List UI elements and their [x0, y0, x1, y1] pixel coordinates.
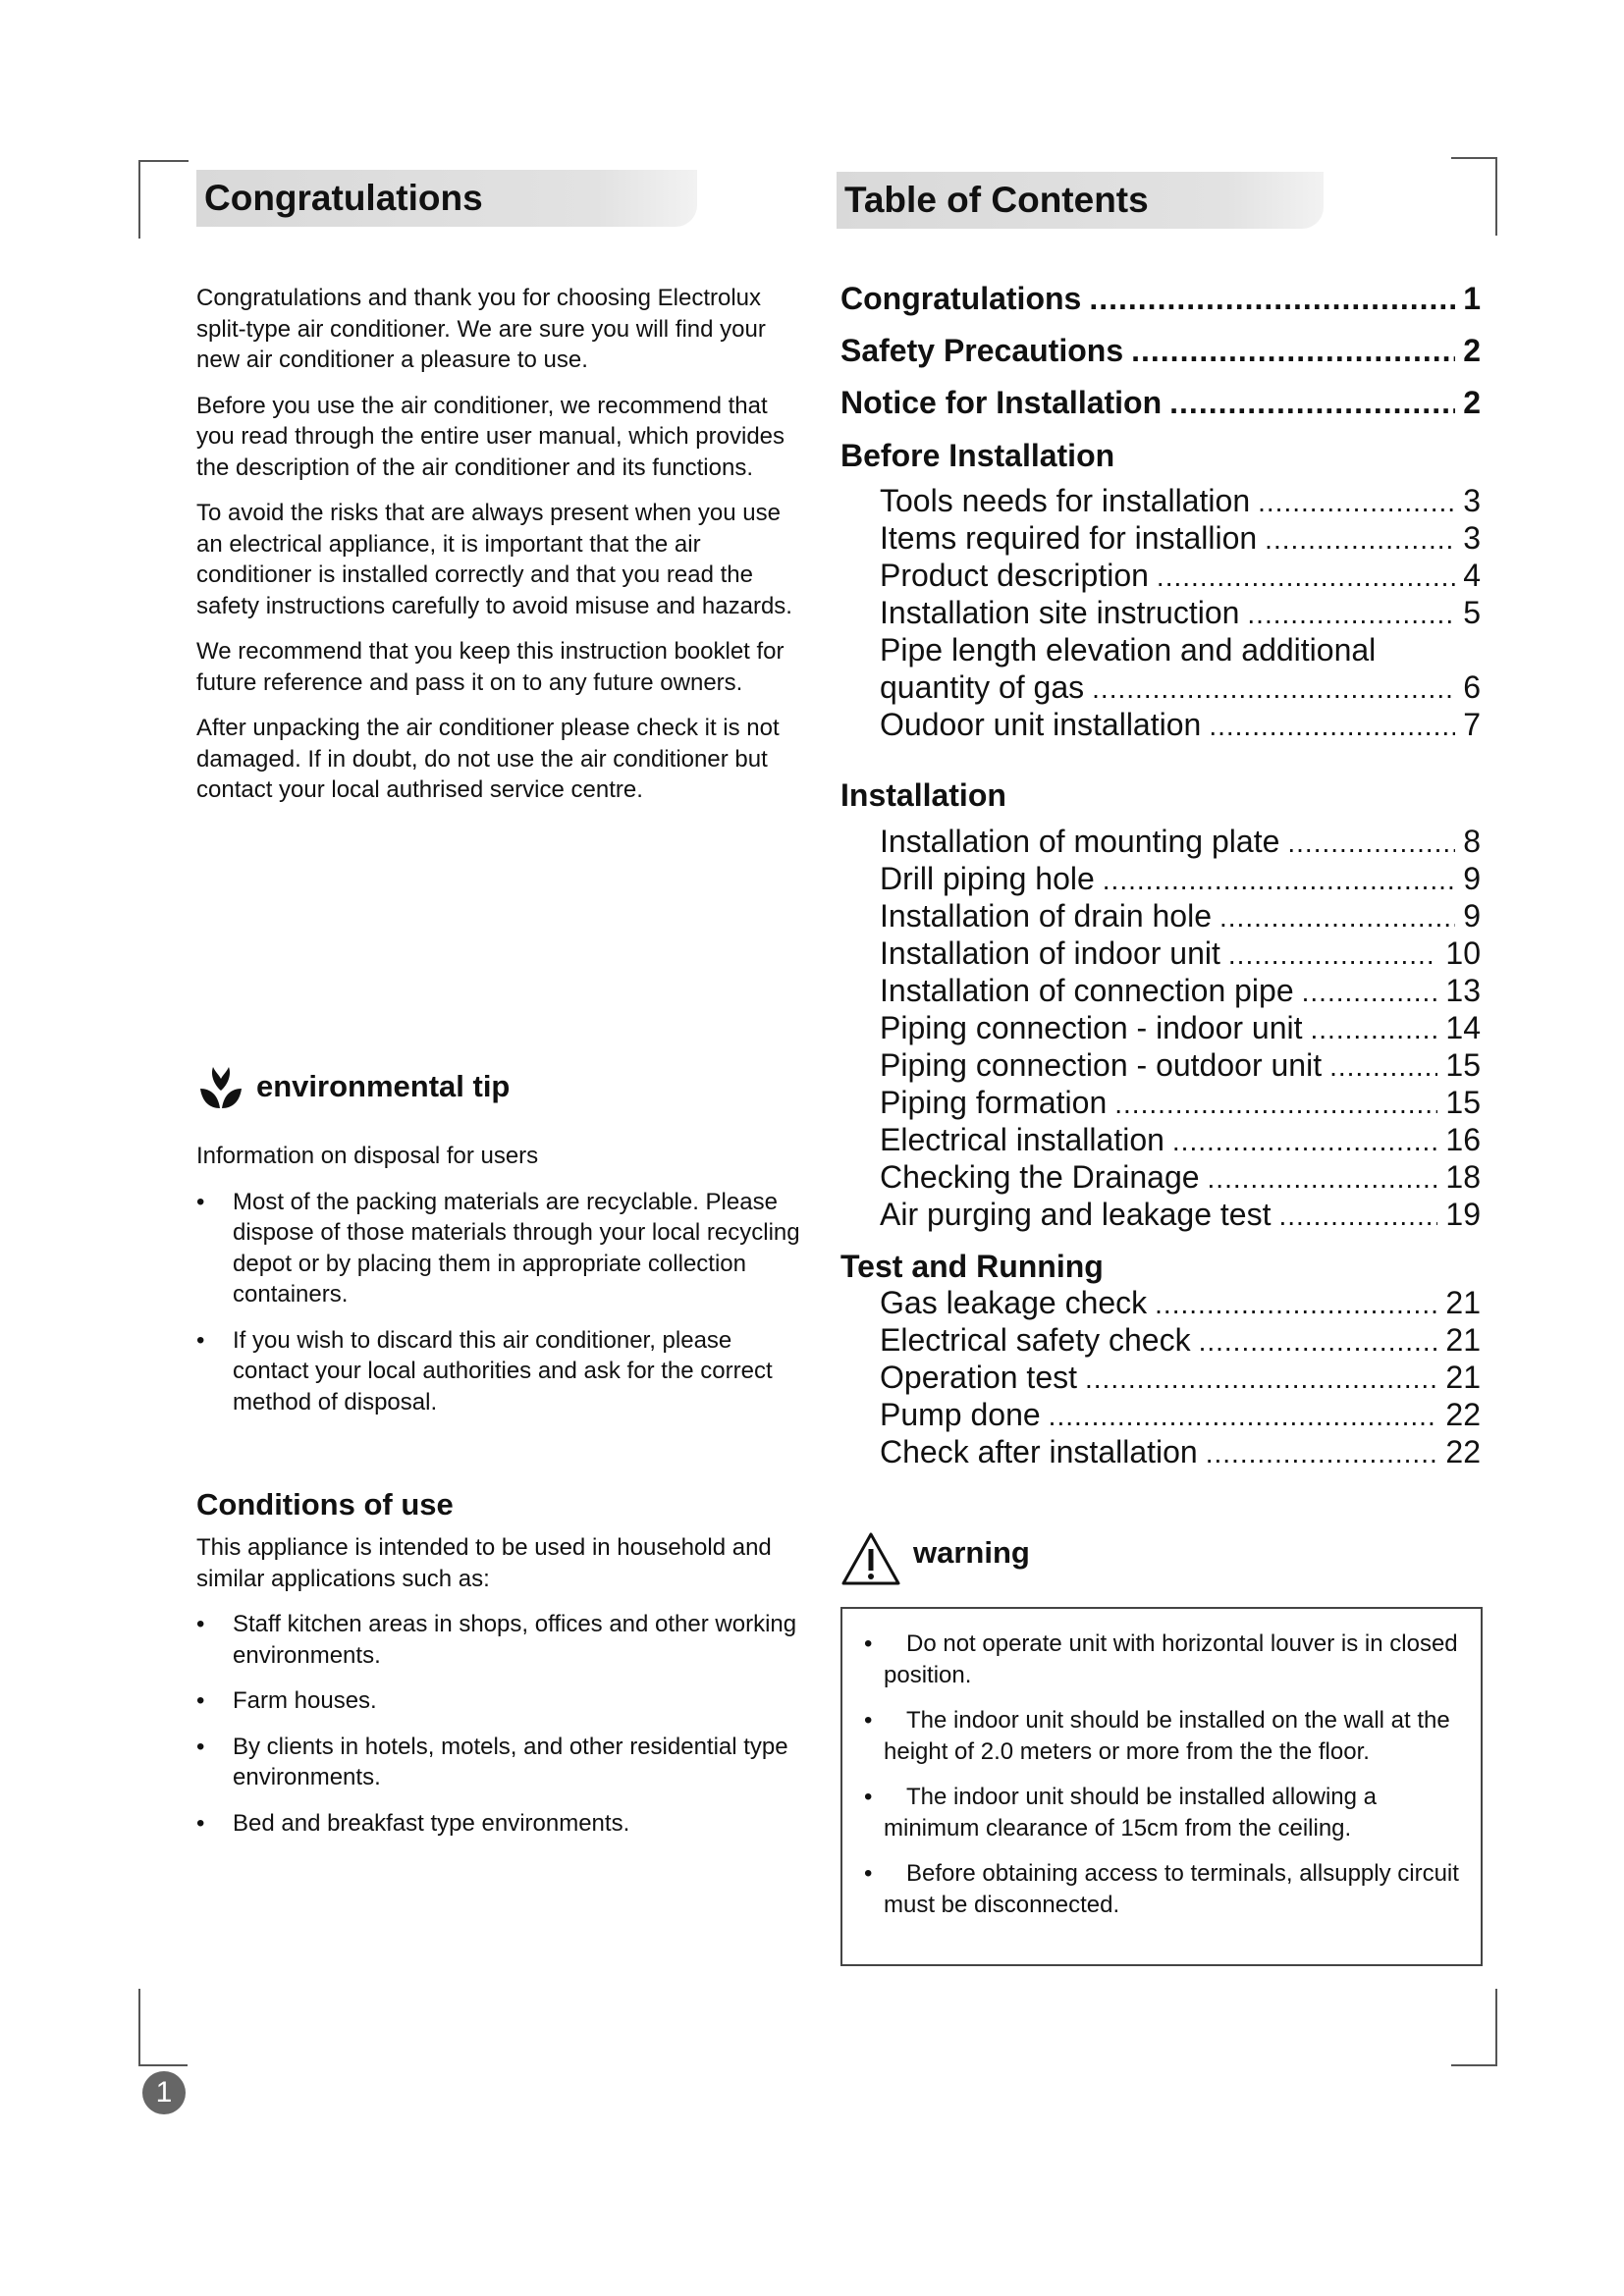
list-item: • If you wish to discard this air conditioner, please contact your local authorities and ask for the correct method of disposal.	[196, 1326, 773, 1415]
paragraph: To avoid the risks that are always present when you use an electrical appliance, it is important that the air conditioner is installed correctly and that you read the safety instructions carefully to avoid misuse and hazards.	[196, 500, 792, 619]
toc-entry[interactable]: Air purging and leakage test ..... 19	[840, 1196, 1481, 1233]
flower-icon	[196, 1065, 245, 1119]
toc-entry-safety-precautions[interactable]: Safety Precautions ..... 2	[840, 333, 1481, 385]
paragraph: We recommend that you keep this instruction booklet for future reference and pass it on to any future owners.	[196, 638, 785, 696]
toc-entry[interactable]: Electrical safety check ..... 21	[840, 1321, 1481, 1359]
toc-entry[interactable]: Gas leakage check ..... 21	[840, 1284, 1481, 1321]
paragraph: Before you use the air conditioner, we recommend that you read through the entire user manual, which provides the description of the air conditioner and its functions.	[196, 392, 785, 481]
toc-entry[interactable]: Product description ..... 4	[840, 557, 1481, 594]
toc-main-list	[840, 281, 1481, 437]
toc-heading-test-and-running: Test and Running	[840, 1249, 1104, 1284]
environmental-body	[196, 1141, 805, 1432]
list-item: • Most of the packing materials are recyclable. Please dispose of those materials through your local recycling depot or by placing them in appropriate collection containers.	[196, 1188, 800, 1308]
corner-mark-bottom-right	[1451, 1989, 1497, 2066]
toc-entry[interactable]: Pump done ..... 22	[840, 1396, 1481, 1433]
environmental-intro: Information on disposal for users	[196, 1143, 539, 1169]
toc-entry[interactable]: Installation site instruction ..... 5	[840, 594, 1481, 631]
congratulations-title: Congratulations	[196, 170, 697, 227]
toc-test-list	[840, 1284, 1481, 1470]
toc-title: Table of Contents	[837, 172, 1324, 229]
toc-entry[interactable]: Drill piping hole ..... 9	[840, 860, 1481, 897]
paragraph: Congratulations and thank you for choosing Electrolux split-type air conditioner. We are sure you will find your new air conditioner a pleasure to use.	[196, 285, 766, 373]
congratulations-body	[196, 283, 805, 821]
list-item: • The indoor unit should be installed on the wall at the height of 2.0 meters or more from the the floor.	[864, 1707, 1450, 1765]
toc-entry[interactable]: Oudoor unit installation ..... 7	[840, 706, 1481, 743]
toc-entry[interactable]: Piping connection - outdoor unit ..... 15	[840, 1046, 1481, 1084]
toc-heading-before-installation: Before Installation	[840, 438, 1115, 473]
conditions-body	[196, 1532, 805, 1853]
list-item: • Staff kitchen areas in shops, offices and other working environments.	[196, 1611, 797, 1669]
list-item: • The indoor unit should be installed allowing a minimum clearance of 15cm from the ceiling.	[864, 1784, 1377, 1842]
toc-entry[interactable]: Installation of indoor unit ..... 10	[840, 934, 1481, 972]
warning-list	[864, 1629, 1461, 1920]
toc-heading-installation: Installation	[840, 777, 1006, 813]
corner-mark-top-left	[138, 160, 189, 239]
toc-entry[interactable]: Check after installation ..... 22	[840, 1433, 1481, 1470]
conditions-title: Conditions of use	[196, 1487, 454, 1522]
warning-header	[840, 1531, 1233, 1590]
page-number: 1	[142, 2071, 186, 2114]
toc-entry[interactable]: quantity of gas ..... 6	[840, 668, 1481, 706]
list-item: • Do not operate unit with horizontal louver is in closed position.	[864, 1630, 1458, 1688]
toc-entry-notice-for-installation[interactable]: Notice for Installation ..... 2	[840, 385, 1481, 437]
toc-entry[interactable]: Operation test ..... 21	[840, 1359, 1481, 1396]
list-item: • By clients in hotels, motels, and other residential type environments.	[196, 1733, 788, 1790]
corner-mark-bottom-left	[138, 1989, 188, 2066]
toc-entry-congratulations[interactable]: Congratulations ..... 1	[840, 281, 1481, 333]
list-item: • Farm houses.	[196, 1687, 377, 1714]
toc-entry[interactable]: Pipe length elevation and additional	[880, 632, 1377, 667]
list-item: • Before obtaining access to terminals, allsupply circuit must be disconnected.	[864, 1860, 1459, 1918]
paragraph: After unpacking the air conditioner please check it is not damaged. If in doubt, do not use the air conditioner but contact your local authrised service centre.	[196, 715, 780, 803]
toc-installation-list	[840, 823, 1481, 1233]
toc-entry[interactable]: Checking the Drainage ..... 18	[840, 1158, 1481, 1196]
warning-title: warning	[913, 1535, 1030, 1570]
list-item: • Bed and breakfast type environments.	[196, 1809, 630, 1837]
toc-entry[interactable]: Tools needs for installation ..... 3	[840, 482, 1481, 519]
warning-box	[840, 1607, 1483, 1966]
corner-mark-top-right	[1451, 157, 1497, 236]
warning-triangle-icon	[840, 1531, 901, 1591]
toc-entry[interactable]: Items required for installion ..... 3	[840, 519, 1481, 557]
conditions-list	[196, 1609, 805, 1839]
environmental-list	[196, 1187, 805, 1418]
conditions-intro: This appliance is intended to be used in household and similar applications such as:	[196, 1534, 772, 1592]
toc-entry[interactable]: Piping formation ..... 15	[840, 1084, 1481, 1121]
environmental-tip-header	[196, 1065, 805, 1114]
toc-entry[interactable]: Electrical installation ..... 16	[840, 1121, 1481, 1158]
toc-before-list	[840, 482, 1481, 743]
environmental-tip-title: environmental tip	[256, 1069, 511, 1103]
toc-entry[interactable]: Installation of mounting plate ..... 8	[840, 823, 1481, 860]
toc-entry[interactable]: Installation of connection pipe ..... 13	[840, 972, 1481, 1009]
toc-entry[interactable]: Installation of drain hole ..... 9	[840, 897, 1481, 934]
toc-entry[interactable]: Piping connection - indoor unit ..... 14	[840, 1009, 1481, 1046]
